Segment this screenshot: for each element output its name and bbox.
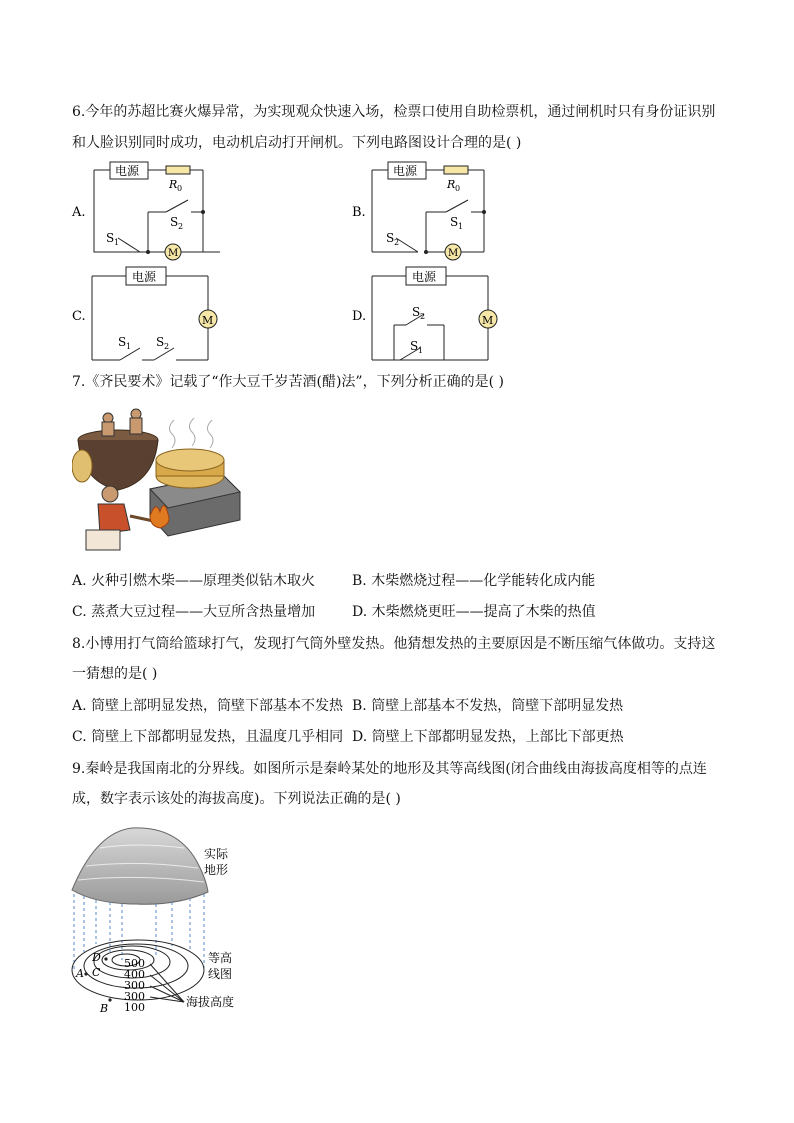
svg-text:M: M [168,248,179,259]
contour-value: 400 [124,968,145,981]
svg-text:S: S [410,339,419,353]
svg-text:M: M [202,314,214,327]
point-label: C [92,966,101,979]
q8-option-d: D. 筒壁上下部都明显发热，上部比下部更热 [352,729,624,745]
svg-text:海拔高度: 海拔高度 [186,995,235,1009]
contour-value: 300 [124,979,145,992]
svg-text:电源: 电源 [393,164,418,178]
svg-text:实际: 实际 [204,847,229,861]
circuit-option-c [70,264,230,364]
q7-option-a: A. 火种引燃木柴——原理类似钻木取火 [72,573,316,589]
switch-s2 [396,238,418,252]
svg-text:S: S [156,335,165,349]
svg-text:M: M [448,248,459,259]
svg-text:S: S [118,335,127,349]
svg-text:D.: D. [352,309,367,324]
steamer-icon [156,449,224,471]
svg-text:2: 2 [420,312,426,321]
svg-text:电源: 电源 [132,270,157,284]
worker-icon [130,418,142,434]
svg-text:M: M [482,314,494,327]
svg-text:C.: C. [72,309,86,324]
terrain-contour-figure [66,820,266,1020]
basket-icon [72,450,92,482]
contour-value: 500 [124,957,145,970]
svg-text:1: 1 [114,238,120,247]
worker-icon [102,422,114,436]
svg-text:等高: 等高 [208,951,233,965]
option-a-source: 电源 [115,164,140,178]
svg-text:1: 1 [126,342,132,351]
contour-value: 100 [124,1001,145,1014]
mountain-terrain-icon [72,828,208,904]
svg-text:S: S [450,215,459,229]
vinegar-making-illustration [72,404,242,556]
q7-option-c: C. 蒸煮大豆过程——大豆所含热量增加 [72,604,316,620]
q8-option-c: C. 筒壁上下部都明显发热，且温度几乎相同 [72,729,344,745]
svg-text:R: R [169,178,178,191]
switch-s1 [446,200,468,212]
contour-value: 300 [124,990,145,1003]
circuit-option-b [350,158,500,263]
circuit-option-a-body [70,158,220,263]
svg-text:2: 2 [164,342,170,351]
svg-text:2: 2 [394,238,400,247]
q8-stem-line2: 一猜想的是( ) [72,666,158,682]
q9-stem-line1: 9.秦岭是我国南北的分界线。如图所示是秦岭某处的地形及其等高线图(闭合曲线由海拔高度相等的点连 [72,761,707,777]
svg-text:2: 2 [178,222,184,231]
switch-s1 [118,238,140,252]
svg-text:0: 0 [455,184,461,193]
q7-option-d: D. 木柴燃烧更旺——提高了木柴的热值 [352,604,596,620]
point-label: B [100,1002,109,1015]
q9-stem-line2: 成，数字表示该处的海拔高度)。下列说法正确的是( ) [72,791,401,807]
svg-text:电源: 电源 [412,270,437,284]
switch-s2 [166,200,188,212]
svg-text:线图: 线图 [208,967,233,981]
point-label: A [76,967,84,980]
q8-stem-line1: 8.小博用打气筒给篮球打气，发现打气筒外壁发热。他猜想发热的主要原因是不断压缩气体做功。支持这 [72,636,716,652]
resistor-r0 [444,166,468,174]
q6-stem-line1: 6.今年的苏超比赛火爆异常，为实现观众快速入场，检票口使用自助检票机，通过闸机时只有身份证识别 [72,104,716,120]
svg-text:地形: 地形 [204,863,229,877]
svg-text:1: 1 [418,346,424,355]
svg-text:1: 1 [458,222,464,231]
svg-text:S: S [386,231,395,245]
svg-text:S: S [412,305,421,319]
option-b-letter: B. [352,205,366,220]
q8-option-b: B. 筒壁上部基本不发热，筒壁下部明显发热 [352,698,624,714]
circuit-option-d [350,264,510,364]
q6-stem-line2: 和人脸识别同时成功，电动机启动打开闸机。下列电路图设计合理的是( ) [72,135,522,151]
point-label: D [92,951,101,964]
svg-text:S: S [106,231,115,245]
q7-option-b: B. 木柴燃烧过程——化学能转化成内能 [352,573,596,589]
svg-text:R: R [447,178,456,191]
svg-text:S: S [170,215,179,229]
q8-option-a: A. 筒壁上部明显发热，筒壁下部基本不发热 [72,698,344,714]
option-a-letter: A. [72,205,86,220]
q7-stem: 7.《齐民要术》记载了“作大豆千岁苦酒(醋)法”，下列分析正确的是( ) [72,374,504,390]
svg-text:0: 0 [177,184,183,193]
